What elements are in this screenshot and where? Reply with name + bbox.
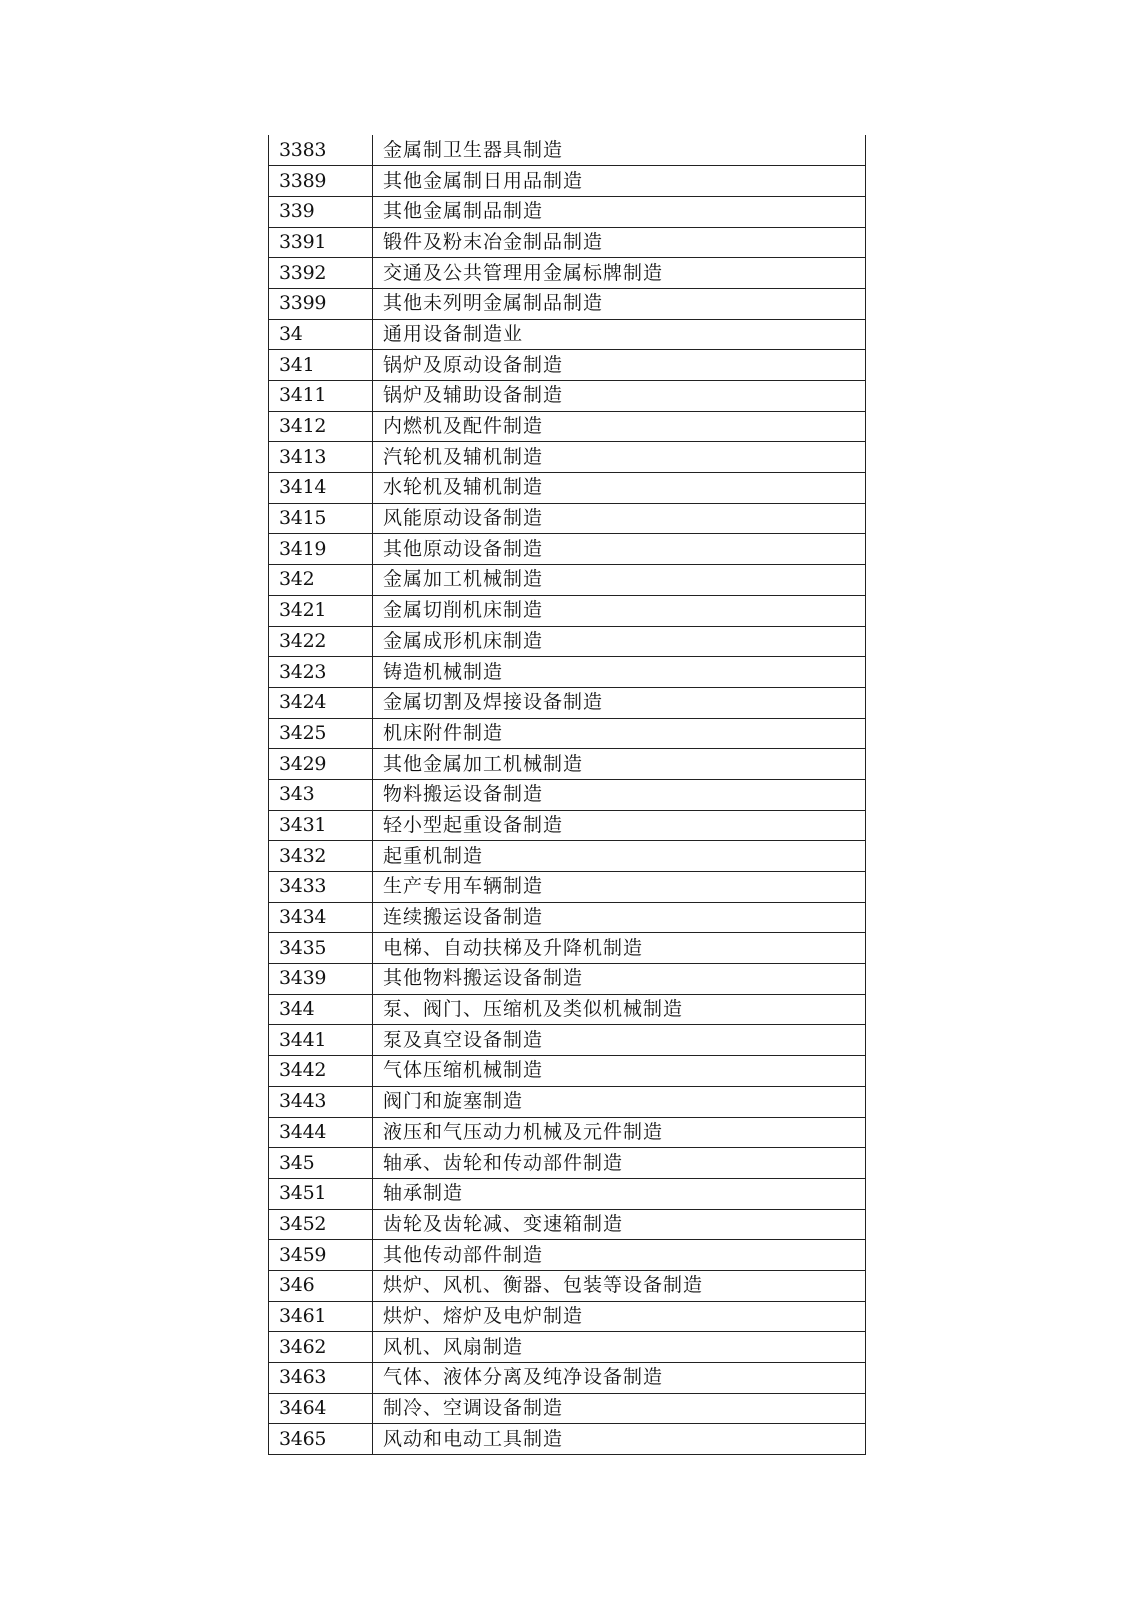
industry-code-cell: 3383 xyxy=(269,135,373,166)
table-row xyxy=(269,1117,866,1148)
industry-code-cell: 3391 xyxy=(269,227,373,258)
industry-code-table xyxy=(268,135,866,1455)
industry-name-cell: 金属制卫生器具制造 xyxy=(373,135,866,166)
industry-name-cell: 液压和气压动力机械及元件制造 xyxy=(373,1117,866,1148)
industry-name-cell: 物料搬运设备制造 xyxy=(373,779,866,810)
industry-code-cell: 3415 xyxy=(269,503,373,534)
table-row xyxy=(269,473,866,504)
industry-name-cell: 其他原动设备制造 xyxy=(373,534,866,565)
industry-code-cell: 3419 xyxy=(269,534,373,565)
table-row xyxy=(269,779,866,810)
industry-code-cell: 342 xyxy=(269,565,373,596)
table-row xyxy=(269,933,866,964)
industry-code-cell: 3462 xyxy=(269,1332,373,1363)
industry-code-cell: 346 xyxy=(269,1270,373,1301)
industry-code-cell: 3429 xyxy=(269,749,373,780)
table-row xyxy=(269,687,866,718)
industry-code-cell: 3444 xyxy=(269,1117,373,1148)
industry-code-cell: 3399 xyxy=(269,288,373,319)
industry-code-cell: 3443 xyxy=(269,1086,373,1117)
table-row xyxy=(269,964,866,995)
industry-code-cell: 3439 xyxy=(269,964,373,995)
industry-name-cell: 金属切割及焊接设备制造 xyxy=(373,687,866,718)
table-row xyxy=(269,1363,866,1394)
table-row xyxy=(269,1056,866,1087)
table-row xyxy=(269,288,866,319)
industry-name-cell: 锻件及粉末冶金制品制造 xyxy=(373,227,866,258)
industry-name-cell: 锅炉及辅助设备制造 xyxy=(373,381,866,412)
industry-code-cell: 3424 xyxy=(269,687,373,718)
industry-name-cell: 锅炉及原动设备制造 xyxy=(373,350,866,381)
table-row xyxy=(269,350,866,381)
industry-code-cell: 3433 xyxy=(269,872,373,903)
industry-name-cell: 其他金属加工机械制造 xyxy=(373,749,866,780)
industry-name-cell: 内燃机及配件制造 xyxy=(373,411,866,442)
industry-name-cell: 通用设备制造业 xyxy=(373,319,866,350)
table-row xyxy=(269,565,866,596)
table-row xyxy=(269,442,866,473)
industry-name-cell: 轴承制造 xyxy=(373,1178,866,1209)
table-row xyxy=(269,1086,866,1117)
table-row xyxy=(269,1424,866,1455)
industry-name-cell: 汽轮机及辅机制造 xyxy=(373,442,866,473)
industry-code-cell: 3465 xyxy=(269,1424,373,1455)
industry-code-cell: 3431 xyxy=(269,810,373,841)
industry-code-cell: 3434 xyxy=(269,902,373,933)
table-row xyxy=(269,718,866,749)
industry-name-cell: 制冷、空调设备制造 xyxy=(373,1393,866,1424)
industry-code-cell: 3441 xyxy=(269,1025,373,1056)
table-row xyxy=(269,749,866,780)
industry-code-cell: 3464 xyxy=(269,1393,373,1424)
industry-name-cell: 气体、液体分离及纯净设备制造 xyxy=(373,1363,866,1394)
table-row xyxy=(269,1393,866,1424)
industry-code-cell: 34 xyxy=(269,319,373,350)
table-row xyxy=(269,135,866,166)
industry-code-cell: 3432 xyxy=(269,841,373,872)
industry-name-cell: 生产专用车辆制造 xyxy=(373,872,866,903)
industry-code-cell: 3442 xyxy=(269,1056,373,1087)
industry-name-cell: 轻小型起重设备制造 xyxy=(373,810,866,841)
table-row xyxy=(269,1148,866,1179)
table-row xyxy=(269,626,866,657)
industry-code-cell: 3411 xyxy=(269,381,373,412)
industry-name-cell: 水轮机及辅机制造 xyxy=(373,473,866,504)
industry-code-cell: 343 xyxy=(269,779,373,810)
table-row xyxy=(269,319,866,350)
industry-name-cell: 轴承、齿轮和传动部件制造 xyxy=(373,1148,866,1179)
industry-code-cell: 3392 xyxy=(269,258,373,289)
industry-code-cell: 345 xyxy=(269,1148,373,1179)
table-row xyxy=(269,503,866,534)
table-row xyxy=(269,1270,866,1301)
industry-code-cell: 341 xyxy=(269,350,373,381)
industry-code-cell: 3425 xyxy=(269,718,373,749)
table-row xyxy=(269,1178,866,1209)
table-row xyxy=(269,1025,866,1056)
industry-name-cell: 电梯、自动扶梯及升降机制造 xyxy=(373,933,866,964)
table-row xyxy=(269,1301,866,1332)
table-row xyxy=(269,595,866,626)
industry-name-cell: 其他金属制品制造 xyxy=(373,196,866,227)
table-row xyxy=(269,166,866,197)
industry-name-cell: 其他传动部件制造 xyxy=(373,1240,866,1271)
industry-name-cell: 气体压缩机械制造 xyxy=(373,1056,866,1087)
industry-code-cell: 3422 xyxy=(269,626,373,657)
industry-code-cell: 3435 xyxy=(269,933,373,964)
industry-code-cell: 3452 xyxy=(269,1209,373,1240)
industry-code-cell: 339 xyxy=(269,196,373,227)
industry-name-cell: 金属切削机床制造 xyxy=(373,595,866,626)
industry-name-cell: 齿轮及齿轮减、变速箱制造 xyxy=(373,1209,866,1240)
industry-code-cell: 3414 xyxy=(269,473,373,504)
industry-name-cell: 铸造机械制造 xyxy=(373,657,866,688)
table-row xyxy=(269,1209,866,1240)
table-body xyxy=(269,135,866,1455)
industry-name-cell: 机床附件制造 xyxy=(373,718,866,749)
table-row xyxy=(269,1332,866,1363)
industry-code-cell: 3463 xyxy=(269,1363,373,1394)
industry-code-cell: 3412 xyxy=(269,411,373,442)
industry-code-cell: 3451 xyxy=(269,1178,373,1209)
table-row xyxy=(269,902,866,933)
industry-name-cell: 阀门和旋塞制造 xyxy=(373,1086,866,1117)
table-row xyxy=(269,1240,866,1271)
industry-name-cell: 起重机制造 xyxy=(373,841,866,872)
table-row xyxy=(269,994,866,1025)
industry-name-cell: 其他物料搬运设备制造 xyxy=(373,964,866,995)
industry-name-cell: 金属加工机械制造 xyxy=(373,565,866,596)
industry-name-cell: 泵及真空设备制造 xyxy=(373,1025,866,1056)
table-row xyxy=(269,534,866,565)
table-row xyxy=(269,657,866,688)
industry-code-cell: 3461 xyxy=(269,1301,373,1332)
table-row xyxy=(269,872,866,903)
industry-name-cell: 风机、风扇制造 xyxy=(373,1332,866,1363)
table-row xyxy=(269,258,866,289)
industry-code-cell: 3459 xyxy=(269,1240,373,1271)
table-row xyxy=(269,196,866,227)
industry-name-cell: 其他金属制日用品制造 xyxy=(373,166,866,197)
industry-code-cell: 3421 xyxy=(269,595,373,626)
industry-name-cell: 交通及公共管理用金属标牌制造 xyxy=(373,258,866,289)
industry-code-cell: 3389 xyxy=(269,166,373,197)
industry-name-cell: 连续搬运设备制造 xyxy=(373,902,866,933)
industry-name-cell: 风动和电动工具制造 xyxy=(373,1424,866,1455)
table-row xyxy=(269,411,866,442)
table-row xyxy=(269,381,866,412)
industry-name-cell: 泵、阀门、压缩机及类似机械制造 xyxy=(373,994,866,1025)
table-row xyxy=(269,810,866,841)
industry-code-cell: 344 xyxy=(269,994,373,1025)
industry-name-cell: 烘炉、熔炉及电炉制造 xyxy=(373,1301,866,1332)
industry-name-cell: 其他未列明金属制品制造 xyxy=(373,288,866,319)
table-row xyxy=(269,227,866,258)
industry-name-cell: 风能原动设备制造 xyxy=(373,503,866,534)
table-row xyxy=(269,841,866,872)
industry-code-cell: 3413 xyxy=(269,442,373,473)
industry-name-cell: 烘炉、风机、衡器、包装等设备制造 xyxy=(373,1270,866,1301)
industry-name-cell: 金属成形机床制造 xyxy=(373,626,866,657)
industry-code-cell: 3423 xyxy=(269,657,373,688)
